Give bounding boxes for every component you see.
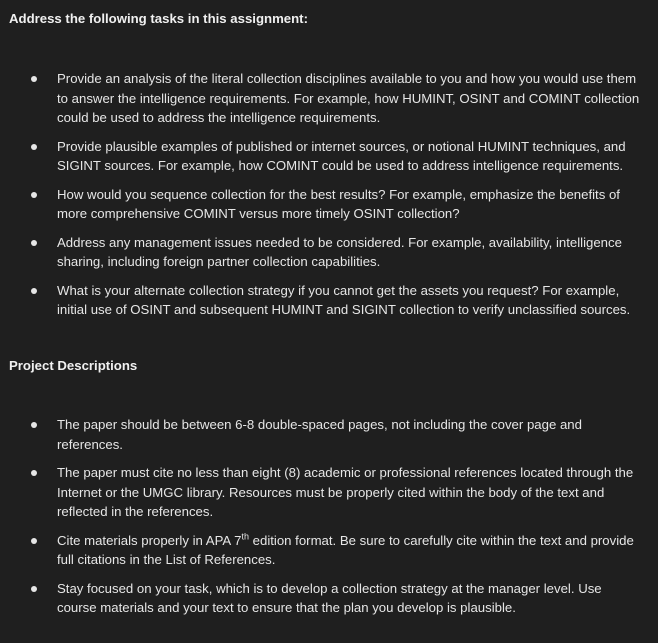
- tasks-list: [0, 69, 658, 329]
- bullet-icon: [31, 538, 37, 544]
- bullet-icon: [31, 192, 37, 198]
- list-item-text: Provide an analysis of the literal collection disciplines available to you and how you would use them to answer the intelligence requirements. For example, how HUMINT, OSINT and COMINT collection could be used to address the intelligence requirements.: [57, 71, 640, 125]
- list-item: [0, 137, 658, 176]
- list-item-text: Address any management issues needed to be considered. For example, availability, intelligence sharing, including foreign partner collection capabilities.: [57, 234, 622, 269]
- list-item-text: How would you sequence collection for the best results? For example, emphasize the benefits of more comprehensive COMINT versus more timely OSINT collection?: [57, 186, 620, 221]
- tasks-heading: Address the following tasks in this assignment:: [9, 11, 308, 26]
- bullet-icon: [31, 144, 37, 150]
- list-item: [0, 281, 658, 320]
- list-item-text: Stay focused on your task, which is to develop a collection strategy at the manager level. Use course materials and your text to ensure that the plan you develop is plausible.: [57, 580, 602, 615]
- project-descriptions-list: [0, 415, 658, 627]
- bullet-icon: [31, 422, 37, 428]
- list-item-text: Provide plausible examples of published or internet sources, or notional HUMINT techniques, and SIGINT sources. For example, how COMINT could be used to address intelligence requirements.: [57, 138, 626, 173]
- bullet-icon: [31, 76, 37, 82]
- apa-superscript: th: [241, 531, 249, 542]
- bullet-icon: [31, 470, 37, 476]
- list-item: [0, 69, 658, 128]
- list-item-text: The paper must cite no less than eight (8) academic or professional references located through the Internet or the UMGC library. Resources must be properly cited within the body of the text and reflected in the references.: [57, 465, 634, 519]
- bullet-icon: [31, 240, 37, 246]
- list-item: [0, 579, 658, 618]
- list-item-text: [57, 533, 634, 568]
- list-item: [0, 463, 658, 522]
- apa-text-before: Cite materials properly in APA 7: [57, 532, 242, 548]
- bullet-icon: [31, 288, 37, 294]
- list-item-text: What is your alternate collection strategy if you cannot get the assets you request? For example, initial use of OSINT and subsequent HUMINT and SIGINT collection to verify unclassified sources.: [57, 282, 631, 317]
- list-item: [0, 415, 658, 454]
- list-item: [0, 531, 658, 570]
- list-item-text: The paper should be between 6-8 double-spaced pages, not including the cover page and references.: [57, 417, 582, 452]
- list-item: [0, 185, 658, 224]
- apa-text-after: edition format. Be sure to carefully cite within the text and provide full citations in the List of References.: [57, 532, 634, 567]
- bullet-icon: [31, 586, 37, 592]
- project-descriptions-heading: Project Descriptions: [9, 358, 138, 373]
- list-item: [0, 233, 658, 272]
